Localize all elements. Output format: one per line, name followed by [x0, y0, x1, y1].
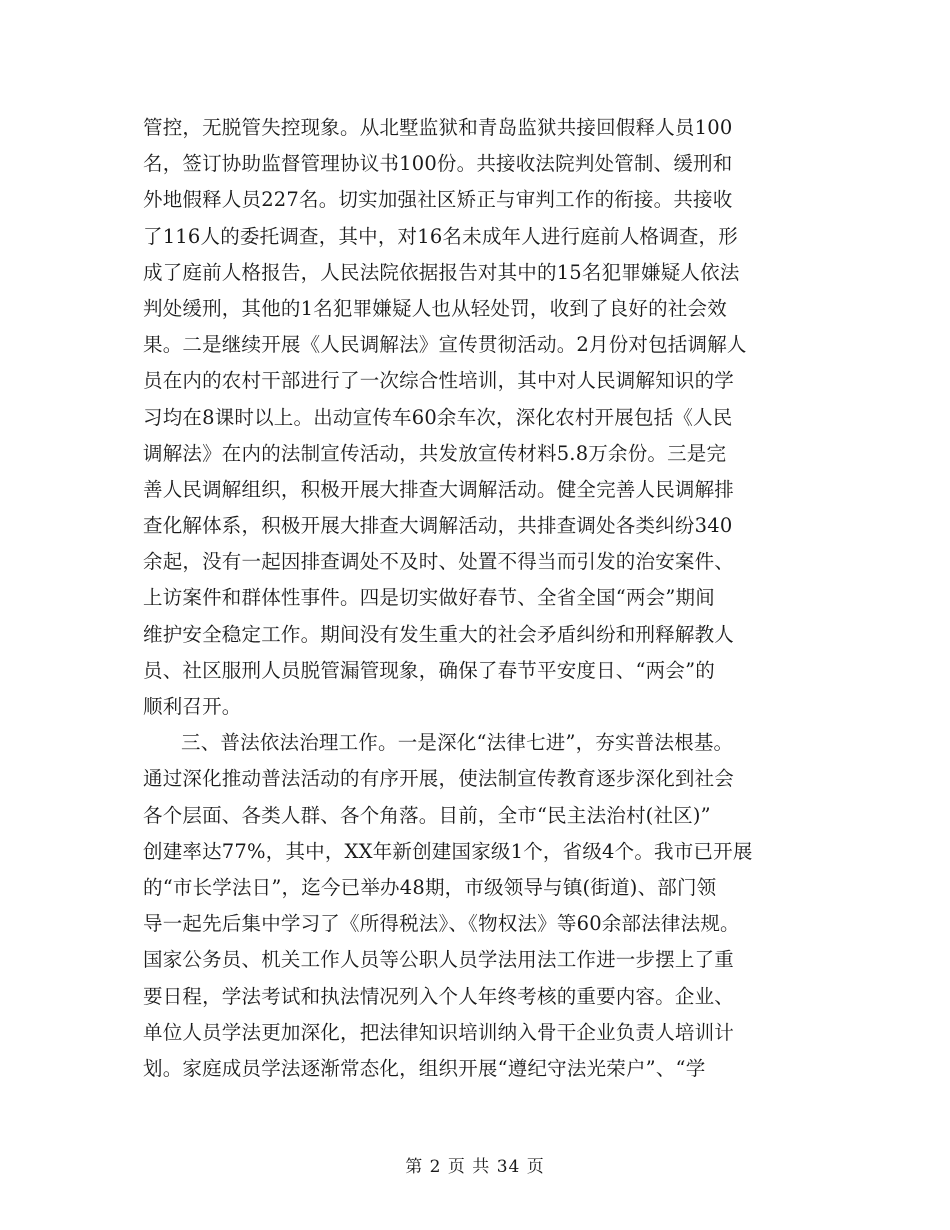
- text-line: 员、社区服刑人员脱管漏管现象，确保了春节平安度日、“两会”的: [143, 658, 715, 682]
- text-line: 余起，没有一起因排查调处不及时、处置不得当而引发的治安案件、: [143, 550, 735, 574]
- text-line: 外地假释人员227名。切实加强社区矫正与审判工作的衔接。共接收: [143, 188, 733, 212]
- text-line: 的“市长学法日”，迄今已举办48期，市级领导与镇(街道)、部门领: [143, 875, 717, 899]
- text-line: 通过深化推动普法活动的有序开展，使法制宣传教育逐步深化到社会: [143, 767, 735, 791]
- text-line: 了116人的委托调查，其中，对16名未成年人进行庭前人格调查，形: [143, 224, 738, 248]
- text-line: 成了庭前人格报告，人民法院依据报告对其中的15名犯罪嫌疑人依法: [143, 260, 740, 284]
- text-line: 员在内的农村干部进行了一次综合性培训，其中对人民调解知识的学: [143, 369, 735, 393]
- page-number-footer: 第 2 页 共 34 页: [405, 1157, 545, 1177]
- text-line: 创建率达77%，其中，XX年新创建国家级1个，省级4个。我市已开展: [143, 839, 753, 863]
- text-line: 要日程，学法考试和执法情况列入个人年终考核的重要内容。企业、: [143, 984, 735, 1008]
- text-line: 划。家庭成员学法逐渐常态化，组织开展“遵纪守法光荣户”、“学: [143, 1056, 706, 1080]
- text-line: 国家公务员、机关工作人员等公职人员学法用法工作进一步摆上了重: [143, 948, 735, 972]
- text-line: 善人民调解组织，积极开展大排查大调解活动。健全完善人民调解排: [143, 477, 735, 501]
- body-text: [143, 110, 823, 1087]
- text-line: 导一起先后集中学习了《所得税法》、《物权法》等60余部法律法规。: [143, 912, 740, 936]
- text-line: 判处缓刑，其他的1名犯罪嫌疑人也从轻处罚，收到了良好的社会效: [143, 296, 727, 320]
- text-line: 管控，无脱管失控现象。从北墅监狱和青岛监狱共接回假释人员100: [143, 116, 733, 139]
- text-line: 习均在8课时以上。出动宣传车60余车次，深化农村开展包括《人民: [143, 405, 733, 429]
- text-line: 上访案件和群体性事件。四是切实做好春节、全省全国“两会”期间: [143, 586, 715, 610]
- text-line: 维护安全稳定工作。期间没有发生重大的社会矛盾纠纷和刑释解教人: [143, 622, 735, 646]
- text-line: 顺利召开。: [143, 695, 242, 718]
- section-heading-line: 三、普法依法治理工作。一是深化“法律七进”，夯实普法根基。: [181, 731, 734, 755]
- text-line: 调解法》在内的法制宣传活动，共发放宣传材料5.8万余份。三是完: [143, 441, 727, 465]
- text-line: 单位人员学法更加深化，把法律知识培训纳入骨干企业负责人培训计: [143, 1020, 735, 1044]
- text-line: 查化解体系，积极开展大排查大调解活动，共排查调处各类纠纷340: [143, 514, 733, 538]
- text-line: 各个层面、各类人群、各个角落。目前，全市“民主法治村(社区)”: [143, 803, 711, 827]
- text-line: 果。二是继续开展《人民调解法》宣传贯彻活动。2月份对包括调解人: [143, 333, 747, 357]
- text-line: 名，签订协助监督管理协议书100份。共接收法院判处管制、缓刑和: [143, 152, 733, 176]
